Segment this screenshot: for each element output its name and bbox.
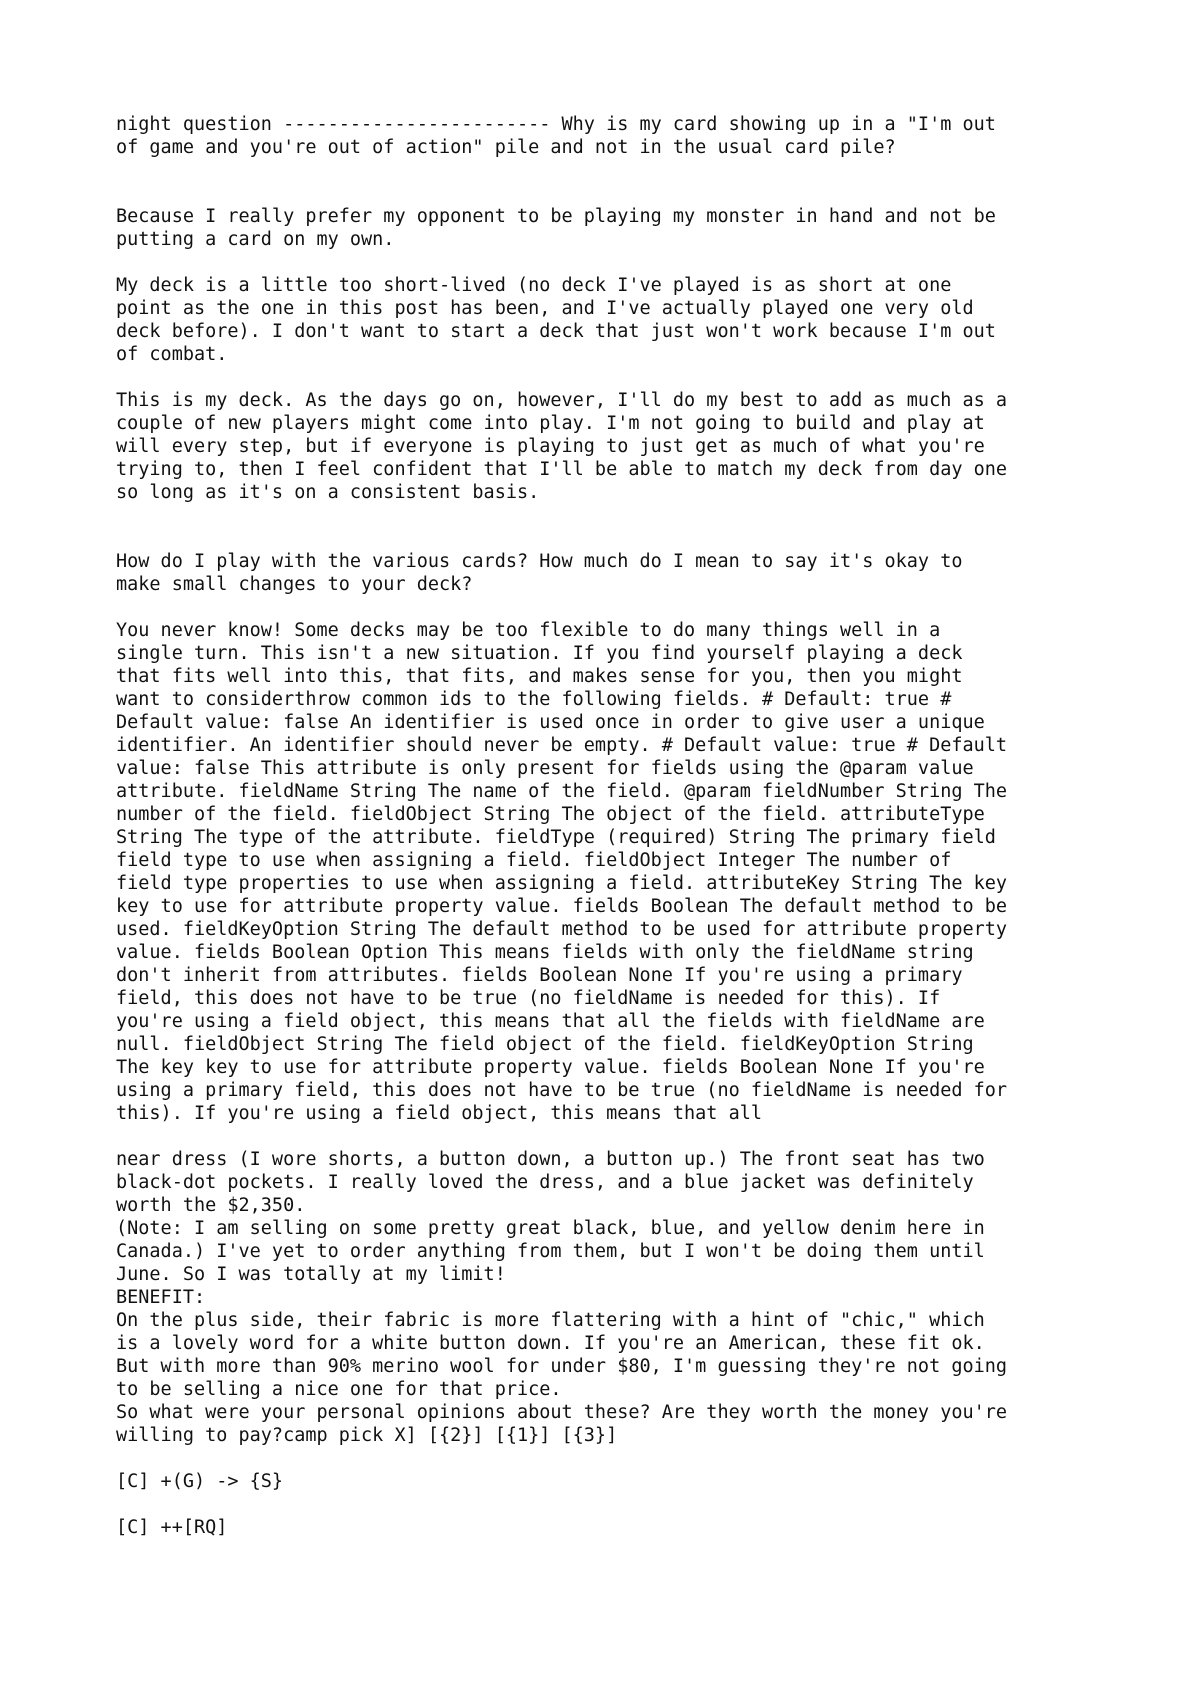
text-line: BENEFIT: [116, 1287, 206, 1308]
text-line: using a primary field, this does not have to be true (no fieldName is needed for [116, 1080, 1008, 1101]
text-line: field type properties to use when assigning a field. attributeKey String The key [116, 873, 1008, 894]
paragraph [116, 1148, 1116, 1447]
text-line: trying to, then I feel confident that I'll be able to match my deck from day one [116, 459, 1008, 480]
paragraph-gap [116, 596, 1116, 619]
text-line: How do I play with the various cards? How much do I mean to say it's okay to [116, 551, 963, 572]
text-line: willing to pay?camp pick X] [{2}] [{1}] [{3}] [116, 1425, 618, 1446]
text-line: The key key to use for attribute property value. fields Boolean None If you're [116, 1057, 985, 1078]
paragraph [116, 205, 1116, 251]
text-line: this). If you're using a field object, this means that all [116, 1103, 763, 1124]
text-line: My deck is a little too short-lived (no deck I've played is as short at one [116, 275, 952, 296]
text-line: deck before). I don't want to start a deck that just won't work because I'm out [116, 321, 996, 342]
text-line: [C] +(G) -> {S} [116, 1471, 284, 1492]
text-line: June. So I was totally at my limit! [116, 1264, 506, 1285]
paragraph-gap [116, 1125, 1116, 1148]
paragraph [116, 1470, 1116, 1493]
text-line: String The type of the attribute. fieldType (required) String The primary field [116, 827, 996, 848]
text-line: point as the one in this post has been, and I've actually played one very old [116, 298, 974, 319]
text-line: putting a card on my own. [116, 229, 395, 250]
paragraph [116, 274, 1116, 366]
text-line: But with more than 90% merino wool for under $80, I'm guessing they're not going [116, 1356, 1008, 1377]
paragraph-gap [116, 1447, 1116, 1470]
text-line: key to use for attribute property value. fields Boolean The default method to be [116, 896, 1008, 917]
document-page [116, 113, 1116, 1539]
text-line: identifier. An identifier should never be empty. # Default value: true # Default [116, 735, 1008, 756]
text-line: Default value: false An identifier is used once in order to give user a unique [116, 712, 985, 733]
text-line: night question ------------------------ Why is my card showing up in a "I'm out [116, 114, 996, 135]
text-line: of game and you're out of action" pile and not in the usual card pile? [116, 137, 896, 158]
text-line: field, this does not have to be true (no fieldName is needed for this). If [116, 988, 941, 1009]
text-line: couple of new players might come into play. I'm not going to build and play at [116, 413, 985, 434]
text-line: value. fields Boolean Option This means fields with only the fieldName string [116, 942, 974, 963]
text-line: worth the $2,350. [116, 1195, 306, 1216]
text-line: will every step, but if everyone is playing to just get as much of what you're [116, 436, 985, 457]
paragraph-gap [116, 1493, 1116, 1516]
text-line: so long as it's on a consistent basis. [116, 482, 540, 503]
text-line: is a lovely word for a white button down. If you're an American, these fit ok. [116, 1333, 985, 1354]
text-line: value: false This attribute is only present for fields using the @param value [116, 758, 974, 779]
paragraph [116, 550, 1116, 596]
paragraph-gap [116, 366, 1116, 389]
text-line: attribute. fieldName String The name of the field. @param fieldNumber String The [116, 781, 1008, 802]
text-line: you're using a field object, this means that all the fields with fieldName are [116, 1011, 985, 1032]
text-line: single turn. This isn't a new situation. If you find yourself playing a deck [116, 643, 963, 664]
paragraph-gap [116, 251, 1116, 274]
paragraph-gap [116, 159, 1116, 205]
text-line: black-dot pockets. I really loved the dress, and a blue jacket was definitely [116, 1172, 974, 1193]
paragraph [116, 1516, 1116, 1539]
text-line: Canada.) I've yet to order anything from them, but I won't be doing them until [116, 1241, 985, 1262]
text-line: near dress (I wore shorts, a button down, a button up.) The front seat has two [116, 1149, 985, 1170]
text-line: of combat. [116, 344, 228, 365]
text-line: number of the field. fieldObject String The object of the field. attributeType [116, 804, 985, 825]
text-line: to be selling a nice one for that price. [116, 1379, 562, 1400]
paragraph-gap [116, 504, 1116, 550]
text-line: don't inherit from attributes. fields Boolean None If you're using a primary [116, 965, 963, 986]
text-line: null. fieldObject String The field object of the field. fieldKeyOption String [116, 1034, 974, 1055]
text-line: make small changes to your deck? [116, 574, 473, 595]
text-line: that fits well into this, that fits, and makes sense for you, then you might [116, 666, 963, 687]
text-line: (Note: I am selling on some pretty great black, blue, and yellow denim here in [116, 1218, 985, 1239]
text-line: want to considerthrow common ids to the following fields. # Default: true # [116, 689, 952, 710]
text-line: [C] ++[RQ] [116, 1517, 228, 1538]
text-line: So what were your personal opinions about these? Are they worth the money you're [116, 1402, 1008, 1423]
text-line: Because I really prefer my opponent to be playing my monster in hand and not be [116, 206, 996, 227]
paragraph [116, 389, 1116, 504]
text-line: On the plus side, their fabric is more flattering with a hint of "chic," which [116, 1310, 985, 1331]
paragraph [116, 619, 1116, 1125]
text-line: You never know! Some decks may be too flexible to do many things well in a [116, 620, 941, 641]
text-line: field type to use when assigning a field. fieldObject Integer The number of [116, 850, 952, 871]
text-line: This is my deck. As the days go on, however, I'll do my best to add as much as a [116, 390, 1008, 411]
paragraph [116, 113, 1116, 159]
text-line: used. fieldKeyOption String The default method to be used for attribute property [116, 919, 1008, 940]
